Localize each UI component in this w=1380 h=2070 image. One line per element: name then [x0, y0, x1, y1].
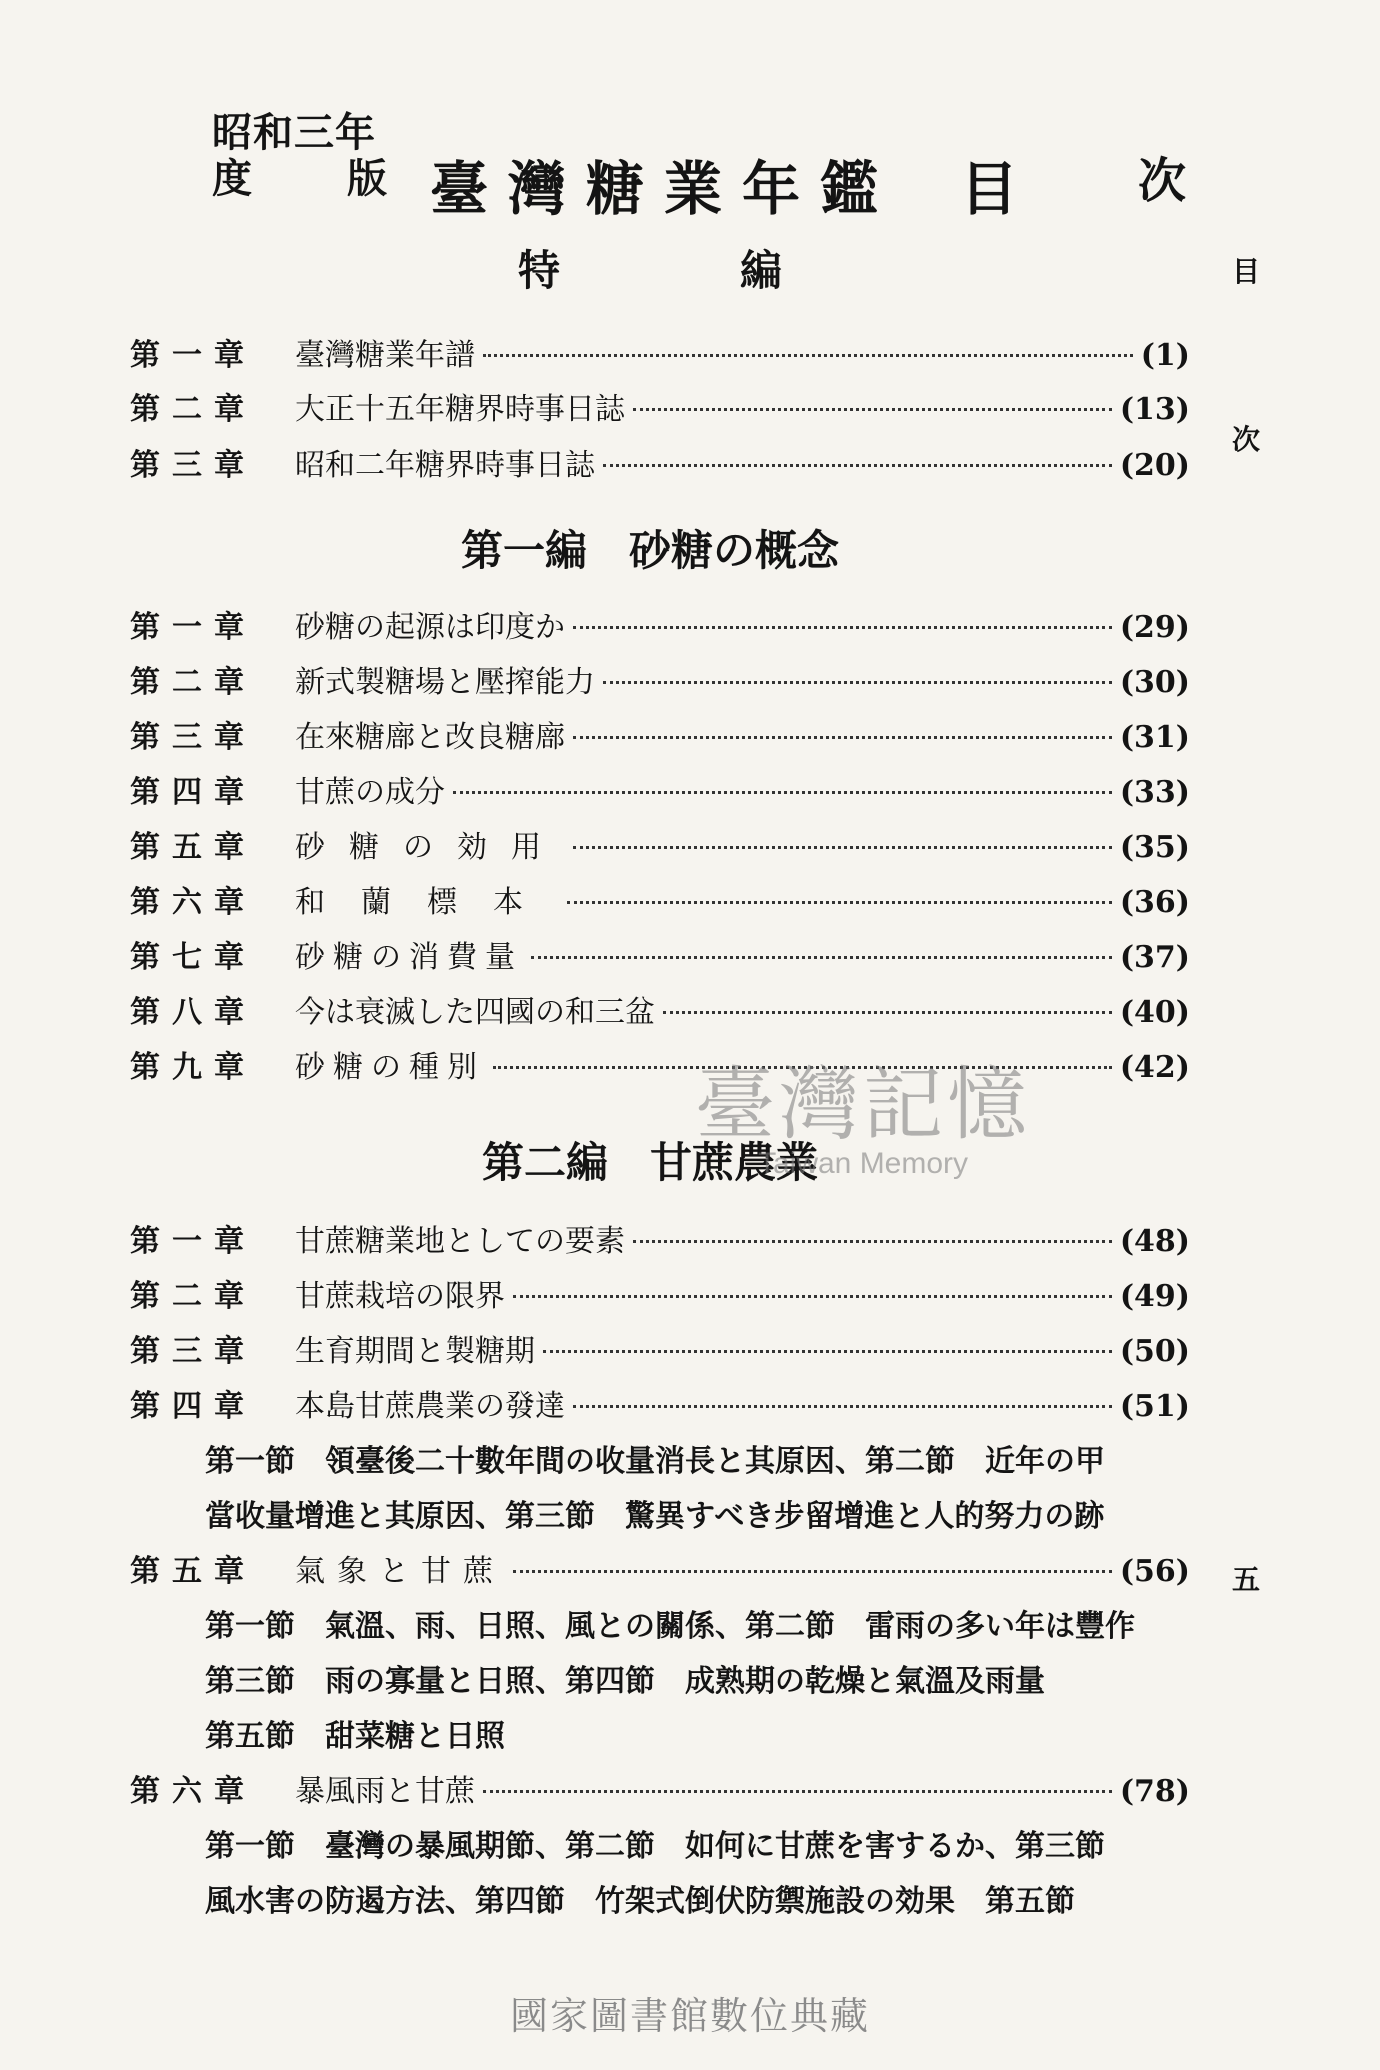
toc-row [130, 1766, 1190, 1809]
contents-label-1: 目 [960, 155, 1019, 223]
leader-dots [567, 901, 1112, 904]
page-ref: (30) [1119, 665, 1190, 700]
page-ref: (51) [1119, 1389, 1190, 1424]
library-footer: 國家圖書館數位典藏 [509, 1996, 870, 2038]
taiwan-memory-watermark [695, 1040, 1031, 1181]
toc-row [130, 767, 1190, 810]
chapter-title: 本島甘蔗農業の發達 [295, 1389, 565, 1424]
margin-head-2: 次 [1232, 423, 1261, 456]
page-ref: (42) [1119, 1050, 1190, 1085]
toc-row [130, 877, 1190, 920]
leader-dots [573, 736, 1112, 739]
chapter-label: 第一章 [130, 610, 256, 645]
toc-row [130, 602, 1190, 645]
page-ref: (56) [1119, 1554, 1190, 1589]
toc-row [130, 1546, 1190, 1589]
page-ref: (36) [1119, 885, 1190, 920]
chapter-title: 甘蔗栽培の限界 [295, 1279, 505, 1314]
chapter-label: 第四章 [130, 775, 256, 810]
toc-row [130, 657, 1190, 700]
leader-dots [603, 464, 1112, 467]
edition-line2b: 版 [347, 155, 387, 202]
chapter-title: 昭和二年糖界時事日誌 [295, 448, 595, 483]
leader-dots [663, 1011, 1112, 1014]
page-ref: (50) [1119, 1334, 1190, 1369]
page-ref: (48) [1119, 1224, 1190, 1259]
leader-dots [513, 1295, 1112, 1298]
toc-row [130, 987, 1190, 1030]
page-ref: (40) [1119, 995, 1190, 1030]
chapter-label: 第三章 [130, 448, 256, 483]
page-ref: (31) [1119, 720, 1190, 755]
leader-dots [453, 791, 1112, 794]
book-title: 臺灣糖業年鑑 [430, 155, 899, 223]
chapter-title: 大正十五年糖界時事日誌 [295, 392, 625, 427]
section-list-line: 當收量增進と其原因、第三節 驚異すべき步留增進と人的努力の跡 [205, 1499, 1105, 1534]
chapter-title: 氣象と甘蔗 [295, 1554, 505, 1589]
leader-dots [513, 1570, 1112, 1573]
page-ref: (20) [1119, 448, 1190, 483]
chapter-label: 第五章 [130, 830, 256, 865]
leader-dots [573, 626, 1112, 629]
page-ref: (1) [1140, 338, 1190, 373]
page-ref: (35) [1119, 830, 1190, 865]
special-section-title: 特編 [517, 246, 962, 295]
chapter-title: 砂糖の種別 [295, 1050, 485, 1085]
page-ref: (13) [1119, 392, 1190, 427]
chapter-label: 第八章 [130, 995, 256, 1030]
leader-dots [573, 1405, 1112, 1408]
chapter-title: 暴風雨と甘蔗 [295, 1774, 475, 1809]
page-ref: (29) [1119, 610, 1190, 645]
leader-dots [543, 1350, 1112, 1353]
part1-title: 第一編 砂糖の概念 [460, 526, 839, 575]
leader-dots [573, 846, 1112, 849]
leader-dots [483, 354, 1133, 357]
chapter-label: 第三章 [130, 720, 256, 755]
toc-row [130, 1216, 1190, 1259]
margin-head-1: 目 [1232, 255, 1261, 288]
page-number: 五 [1232, 1563, 1261, 1596]
leader-dots [633, 408, 1112, 411]
leader-dots [633, 1240, 1112, 1243]
chapter-title: 甘蔗糖業地としての要素 [295, 1224, 625, 1259]
toc-row [130, 330, 1190, 373]
section-list-line: 第一節 氣溫、雨、日照、風との關係、第二節 雷雨の多い年は豐作 [205, 1609, 1135, 1644]
section-list-line: 第三節 雨の寡量と日照、第四節 成熟期の乾燥と氣溫及雨量 [205, 1664, 1045, 1699]
toc-row [130, 1326, 1190, 1369]
chapter-title: 臺灣糖業年譜 [295, 338, 475, 373]
chapter-title: 砂糖の消費量 [295, 940, 523, 975]
leader-dots [531, 956, 1112, 959]
chapter-label: 第二章 [130, 392, 256, 427]
watermark-main: 臺灣記憶 [695, 1058, 1031, 1151]
chapter-label: 第七章 [130, 940, 256, 975]
section-list-line: 第一節 臺灣の暴風期節、第二節 如何に甘蔗を害するか、第三節 [205, 1829, 1105, 1864]
chapter-label: 第六章 [130, 885, 256, 920]
section-list-line: 第一節 領臺後二十數年間の收量消長と其原因、第二節 近年の甲 [205, 1444, 1105, 1479]
chapter-title: 生育期間と製糖期 [295, 1334, 535, 1369]
chapter-title: 甘蔗の成分 [295, 775, 445, 810]
chapter-title: 砂糖の効用 [295, 830, 565, 865]
chapter-label: 第二章 [130, 1279, 256, 1314]
chapter-title: 新式製糖場と壓搾能力 [295, 665, 595, 700]
chapter-title: 砂糖の起源は印度か [295, 610, 565, 645]
chapter-label: 第四章 [130, 1389, 256, 1424]
toc-row [130, 1042, 1190, 1085]
contents-label-2: 次 [1138, 153, 1187, 209]
edition-label [212, 110, 387, 202]
section-list-line: 風水害の防遏方法、第四節 竹架式倒伏防禦施設の効果 第五節 [205, 1884, 1075, 1919]
page-ref: (49) [1119, 1279, 1190, 1314]
page-ref: (78) [1119, 1774, 1190, 1809]
chapter-label: 第六章 [130, 1774, 256, 1809]
leader-dots [483, 1790, 1112, 1793]
chapter-label: 第二章 [130, 665, 256, 700]
toc-row [130, 932, 1190, 975]
chapter-title: 和蘭標本 [295, 885, 559, 920]
chapter-title: 在來糖廍と改良糖廍 [295, 720, 565, 755]
chapter-label: 第五章 [130, 1554, 256, 1589]
chapter-label: 第三章 [130, 1334, 256, 1369]
toc-row [130, 822, 1190, 865]
toc-row [130, 1271, 1190, 1314]
edition-line1: 昭和三年 [212, 109, 376, 156]
leader-dots [603, 681, 1112, 684]
page-ref: (33) [1119, 775, 1190, 810]
page-ref: (37) [1119, 940, 1190, 975]
section-list-line: 第五節 甜菜糖と日照 [205, 1719, 505, 1754]
toc-row [130, 384, 1190, 427]
chapter-label: 第一章 [130, 338, 256, 373]
toc-row [130, 440, 1190, 483]
chapter-label: 第一章 [130, 1224, 256, 1259]
toc-row [130, 1381, 1190, 1424]
edition-line2a: 度 [212, 155, 252, 202]
chapter-label: 第九章 [130, 1050, 256, 1085]
chapter-title: 今は衰滅した四國の和三盆 [295, 995, 655, 1030]
part2-title: 第二編 甘蔗農業 [481, 1138, 818, 1187]
watermark-sub: Taiwan Memory [757, 1147, 969, 1180]
toc-row [130, 712, 1190, 755]
